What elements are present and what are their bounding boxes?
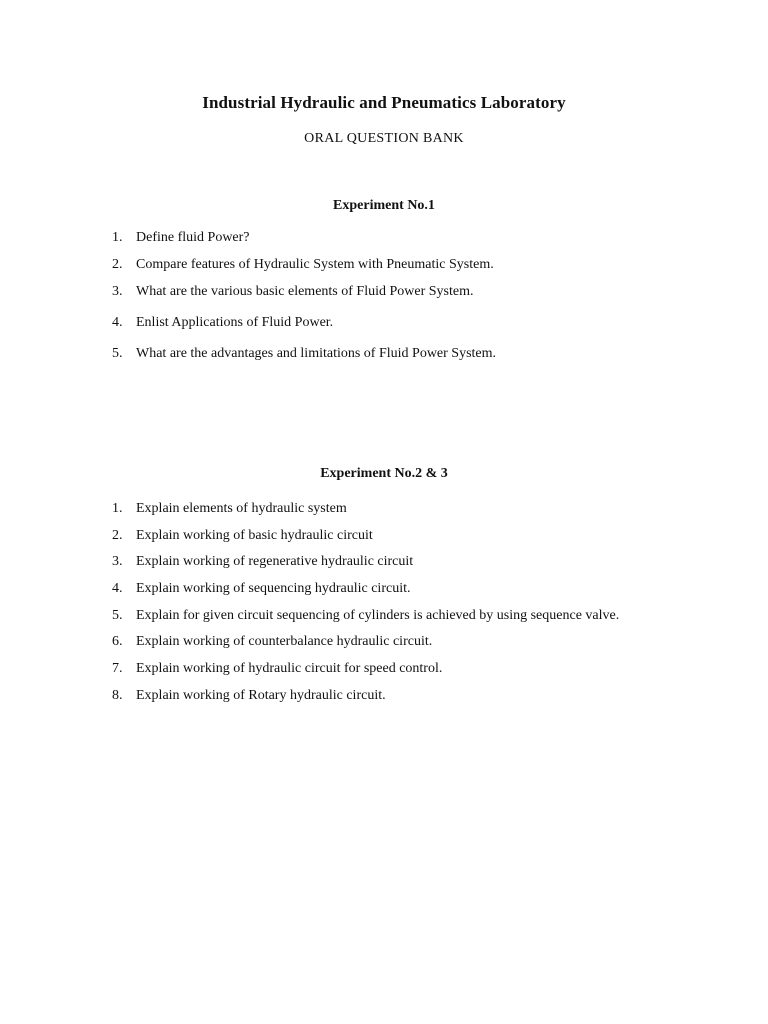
document-subtitle: ORAL QUESTION BANK (304, 131, 464, 146)
question-number: 1. (112, 230, 123, 245)
question-list-experiment-1 (112, 230, 496, 373)
question-text: Explain working of Rotary hydraulic circuit. (136, 687, 386, 703)
question-number: 4. (112, 581, 123, 597)
question-number: 5. (112, 607, 123, 623)
section-heading-experiment-1: Experiment No.1 (333, 198, 435, 213)
question-text: What are the advantages and limitations of Fluid Power System. (136, 346, 497, 361)
question-number: 1. (112, 501, 123, 516)
list-item (112, 346, 496, 373)
list-item (112, 608, 619, 635)
list-item (112, 230, 496, 257)
list-item (112, 661, 619, 688)
list-item (112, 315, 496, 346)
question-text: Enlist Applications of Fluid Power. (136, 315, 334, 330)
question-number: 8. (112, 687, 123, 703)
question-number: 4. (112, 315, 123, 330)
question-text: Explain working of basic hydraulic circuit (136, 527, 373, 543)
question-number: 6. (112, 634, 123, 650)
list-item (112, 688, 619, 715)
question-text: Define fluid Power? (136, 230, 250, 245)
section-heading-experiment-2-3: Experiment No.2 & 3 (320, 466, 448, 481)
question-text: Compare features of Hydraulic System with Pneumatic System. (136, 257, 494, 272)
question-text: Explain working of regenerative hydraulic circuit (136, 554, 414, 570)
document-title: Industrial Hydraulic and Pneumatics Laboratory (202, 93, 566, 112)
question-number: 2. (112, 257, 123, 272)
question-text: Explain elements of hydraulic system (136, 501, 347, 516)
list-item (112, 634, 619, 661)
list-item (112, 554, 619, 581)
question-number: 7. (112, 661, 123, 677)
list-item (112, 581, 619, 608)
question-text: Explain for given circuit sequencing of cylinders is achieved by using sequence valve. (136, 607, 620, 623)
question-number: 3. (112, 284, 123, 299)
question-text: Explain working of sequencing hydraulic circuit. (136, 581, 411, 597)
question-number: 2. (112, 527, 123, 543)
question-text: Explain working of hydraulic circuit for speed control. (136, 661, 443, 677)
list-item (112, 528, 619, 555)
question-text: Explain working of counterbalance hydraulic circuit. (136, 634, 433, 650)
question-list-experiment-2-3 (112, 501, 619, 715)
list-item (112, 257, 496, 284)
question-text: What are the various basic elements of Fluid Power System. (136, 284, 474, 299)
question-number: 3. (112, 554, 123, 570)
list-item (112, 284, 496, 315)
list-item (112, 501, 619, 528)
question-number: 5. (112, 346, 123, 361)
